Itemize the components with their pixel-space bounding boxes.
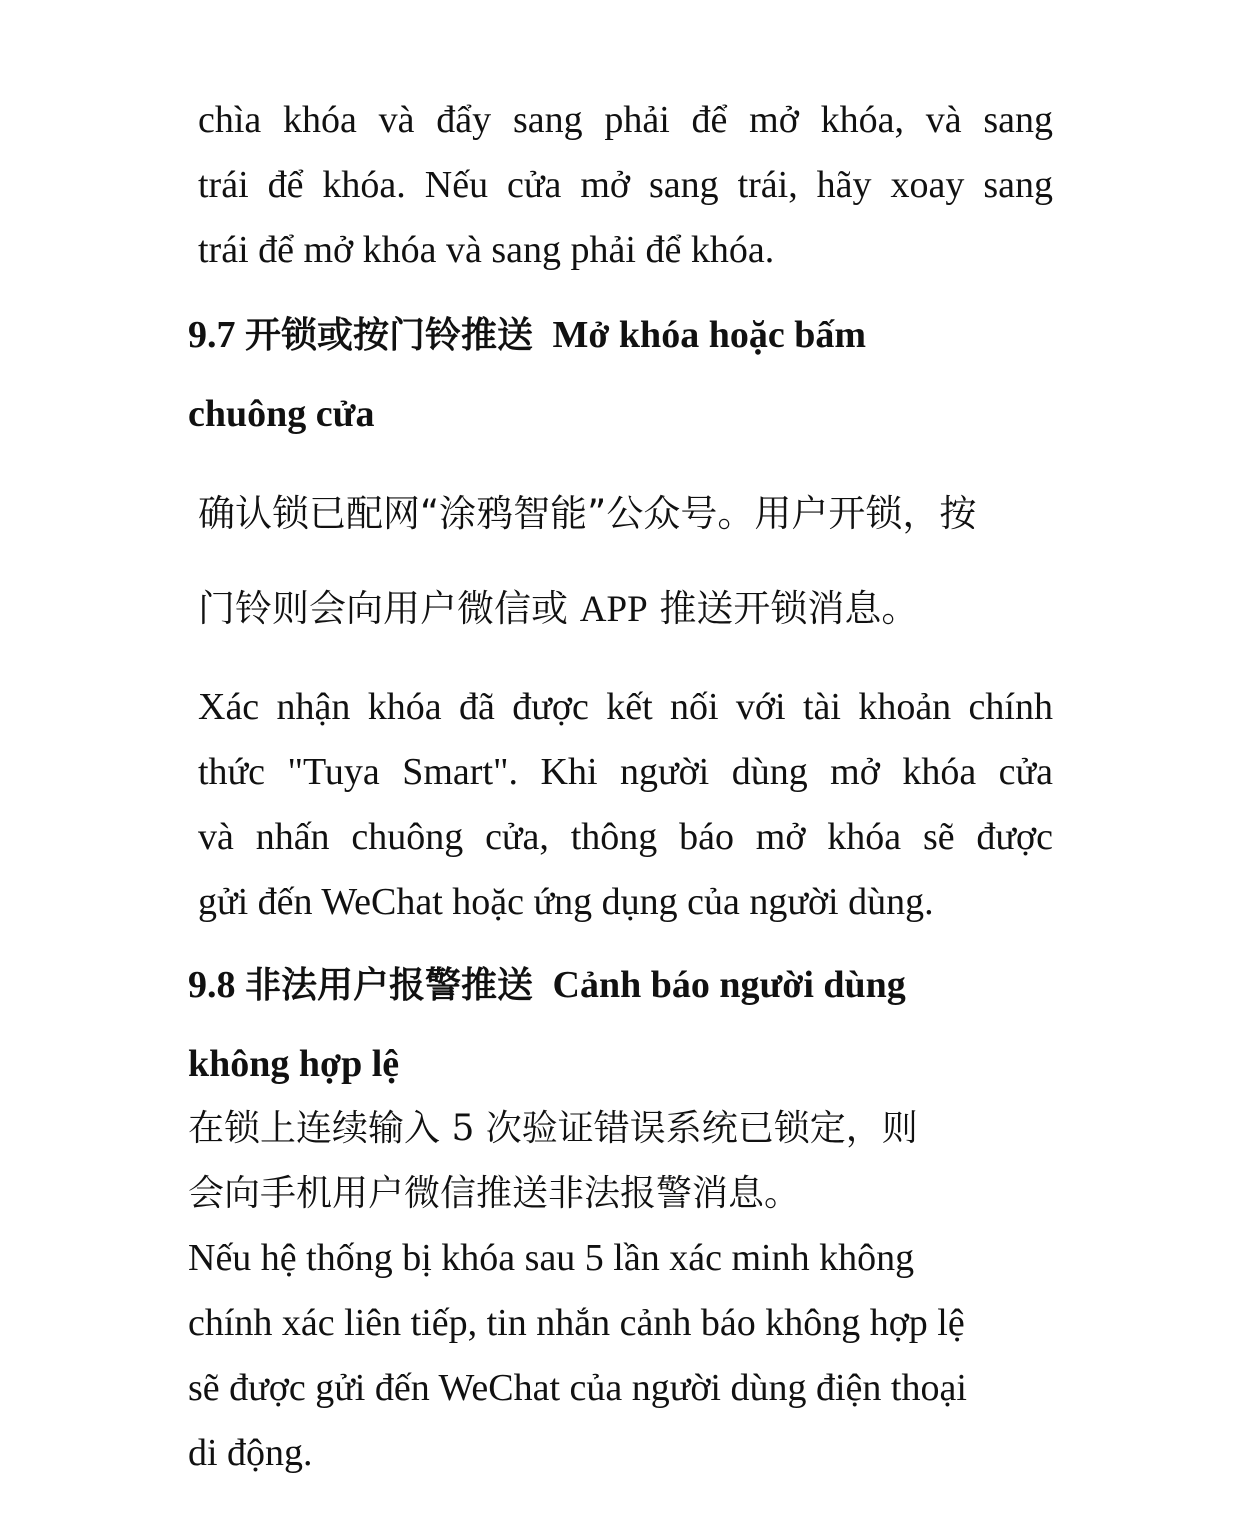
section-9-7-title-cn: 开锁或按门铃推送 — [245, 315, 534, 356]
section-9-8-title-vi: Cảnh báo người dùng — [552, 964, 906, 1006]
section-9-8-heading-line-1 — [188, 946, 1088, 1025]
section-9-8-title-cn: 非法用户报警推送 — [245, 965, 534, 1006]
section-9-7-heading — [188, 296, 1088, 453]
section-9-8-title-vi-line-2: không hợp lệ — [188, 1043, 400, 1085]
section-9-8-cn-line-1: 在锁上连续输入 5 次验证错误系统已锁定，则 — [188, 1108, 918, 1149]
section-9-8-vi-line-1: Nếu hệ thống bị khóa sau 5 lần xác minh không — [188, 1237, 915, 1279]
section-9-7-cn-line-1: 确认锁已配网“涂鸦智能”公众号。用户开锁，按 — [198, 492, 977, 535]
section-9-7-title-vi: Mở khóa hoặc bấm — [552, 314, 866, 356]
intro-line-2: trái để khóa. Nếu cửa mở sang trái, hãy xoay sang — [198, 164, 1053, 206]
section-9-7-cn-line-2-end: 推送开锁消息。 — [659, 587, 919, 630]
intro-line-1: chìa khóa và đẩy sang phải để mở khóa, và sang — [198, 99, 1053, 141]
section-9-7-cn-line-2-start: 门铃则会向用户微信或 — [198, 587, 568, 630]
section-9-8-vi-line-3: sẽ được gửi đến WeChat của người dùng điện thoại — [188, 1367, 967, 1409]
section-9-7-number: 9.7 — [188, 314, 236, 356]
section-9-7-vi-line-3: và nhấn chuông cửa, thông báo mở khóa sẽ được — [198, 816, 1053, 858]
section-9-7-vi-line-4: gửi đến WeChat hoặc ứng dụng của người dùng. — [198, 881, 934, 923]
section-9-7-vi-line-1: Xác nhận khóa đã được kết nối với tài khoản chính — [198, 686, 1053, 728]
section-9-7-cn-line-2 — [198, 561, 1053, 657]
section-9-7-vi-line-2: thức "Tuya Smart". Khi người dùng mở khóa cửa — [198, 751, 1053, 793]
section-9-8-vi-line-4: di động. — [188, 1432, 313, 1474]
section-9-7-heading-line-1 — [188, 296, 1088, 375]
section-9-8-cn-paragraph — [188, 1096, 1048, 1226]
section-9-7-title-vi-line-2: chuông cửa — [188, 393, 375, 435]
intro-paragraph — [198, 88, 1053, 283]
section-9-8-cn-line-2: 会向手机用户微信推送非法报警消息。 — [188, 1173, 801, 1214]
section-9-8-number: 9.8 — [188, 964, 236, 1006]
section-9-8-heading — [188, 946, 1088, 1103]
section-9-7-cn-app: APP — [579, 589, 648, 630]
section-9-8-vi-paragraph — [188, 1226, 1048, 1486]
intro-line-3: trái để mở khóa và sang phải để khóa. — [198, 229, 775, 271]
section-9-7-vi-paragraph — [198, 675, 1053, 935]
section-9-7-cn-paragraph — [198, 466, 1053, 657]
section-9-8-vi-line-2: chính xác liên tiếp, tin nhắn cảnh báo không hợp lệ — [188, 1302, 965, 1344]
